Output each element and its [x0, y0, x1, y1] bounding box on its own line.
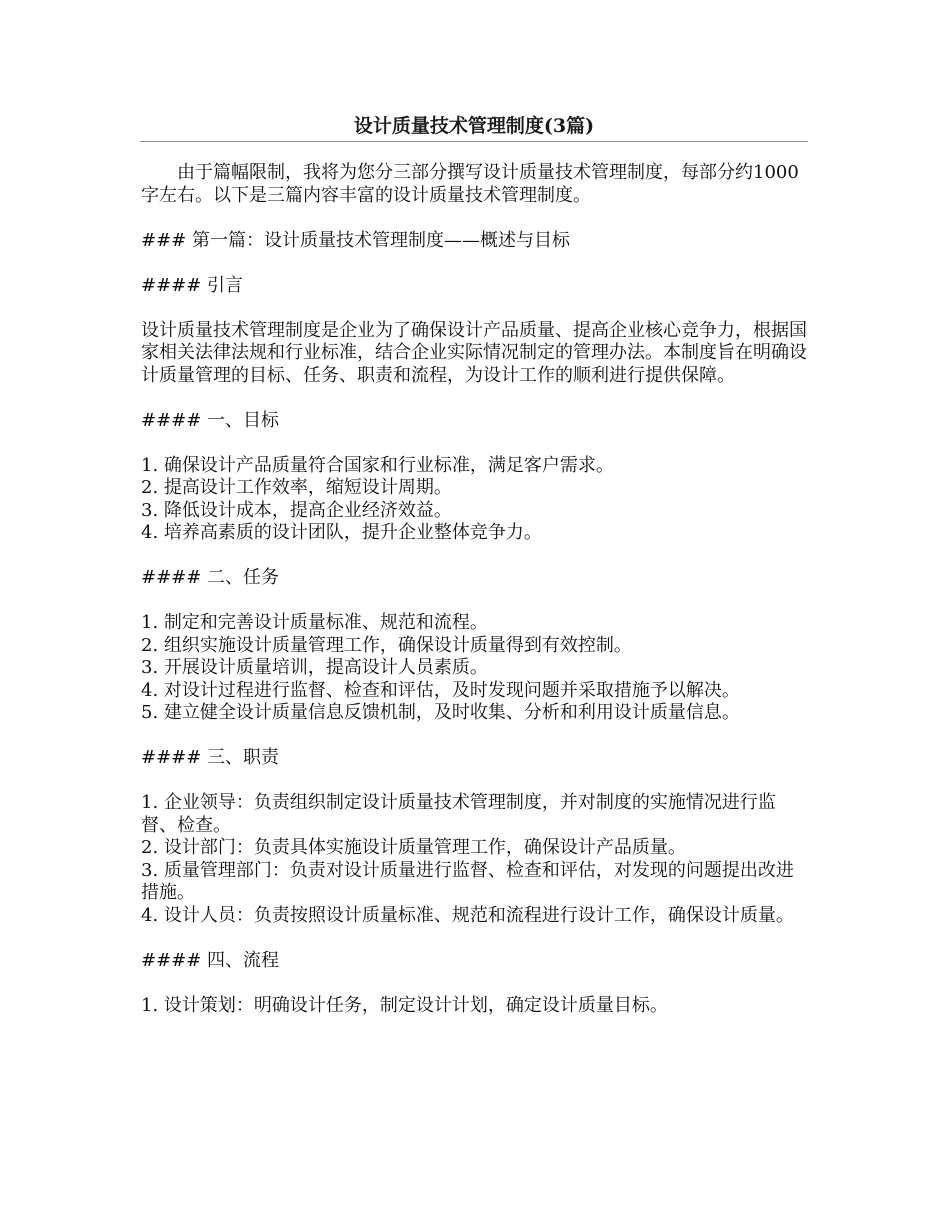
list-item: 5. 建立健全设计质量信息反馈机制，及时收集、分析和利用设计质量信息。: [141, 702, 740, 723]
intro-paragraph: 由于篇幅限制，我将为您分三部分撰写设计质量技术管理制度，每部分约1000字左右。以下是三篇内容丰富的设计质量技术管理制度。: [141, 162, 799, 206]
list-item: 2. 组织实施设计质量管理工作，确保设计质量得到有效控制。: [141, 634, 632, 656]
spacer: [141, 297, 809, 320]
subsection-heading-intro: #### 引言: [141, 274, 244, 296]
list-item: 1. 设计策划：明确设计任务，制定设计计划，确定设计质量目标。: [141, 994, 668, 1016]
list-item: 4. 对设计过程进行监督、检查和评估，及时发现问题并采取措施予以解决。: [141, 679, 740, 701]
section-heading: ### 第一篇：设计质量技术管理制度——概述与目标: [141, 229, 570, 251]
title-underline: [140, 141, 808, 142]
tasks-list: [141, 612, 809, 725]
spacer: [141, 927, 809, 950]
spacer: [141, 770, 809, 793]
list-item: 3. 降低设计成本，提高企业经济效益。: [141, 499, 452, 521]
list-item: 4. 设计人员：负责按照设计质量标准、规范和流程进行设计工作，确保设计质量。: [141, 904, 794, 926]
list-item: 2. 提高设计工作效率，缩短设计周期。: [141, 477, 452, 498]
spacer: [141, 432, 809, 455]
list-item: 1. 确保设计产品质量符合国家和行业标准，满足客户需求。: [141, 454, 614, 476]
document-body: [141, 162, 809, 1017]
process-list: [141, 995, 809, 1018]
list-item: 1. 制定和完善设计质量标准、规范和流程。: [141, 612, 488, 633]
spacer: [141, 545, 809, 568]
spacer: [141, 252, 809, 275]
spacer: [141, 725, 809, 748]
subsection-heading-process: #### 四、流程: [141, 949, 280, 971]
document-title: 设计质量技术管理制度(3篇): [353, 115, 595, 137]
spacer: [141, 972, 809, 995]
subsection-heading-tasks: #### 二、任务: [141, 567, 280, 588]
goals-list: [141, 455, 809, 545]
duties-list: [141, 792, 809, 927]
list-item: 1. 企业领导：负责组织制定设计质量技术管理制度，并对制度的实施情况进行监督、检查。: [141, 792, 776, 836]
list-item: 3. 开展设计质量培训，提高设计人员素质。: [141, 657, 488, 678]
subsection-heading-duties: #### 三、职责: [141, 747, 280, 768]
list-item: 2. 设计部门：负责具体实施设计质量管理工作，确保设计产品质量。: [141, 837, 686, 858]
spacer: [141, 590, 809, 613]
intro-body-paragraph: 设计质量技术管理制度是企业为了确保设计产品质量、提高企业核心竞争力，根据国家相关法律法规和行业标准，结合企业实际情况制定的管理办法。本制度旨在明确设计质量管理的目标、任务、职责和流程，为设计工作的顺利进行提供保障。: [141, 319, 807, 386]
subsection-heading-goals: #### 一、目标: [141, 409, 280, 431]
spacer: [141, 207, 809, 230]
spacer: [141, 387, 809, 410]
list-item: 3. 质量管理部门：负责对设计质量进行监督、检查和评估，对发现的问题提出改进措施。: [141, 859, 794, 903]
list-item: 4. 培养高素质的设计团队，提升企业整体竞争力。: [141, 522, 542, 543]
